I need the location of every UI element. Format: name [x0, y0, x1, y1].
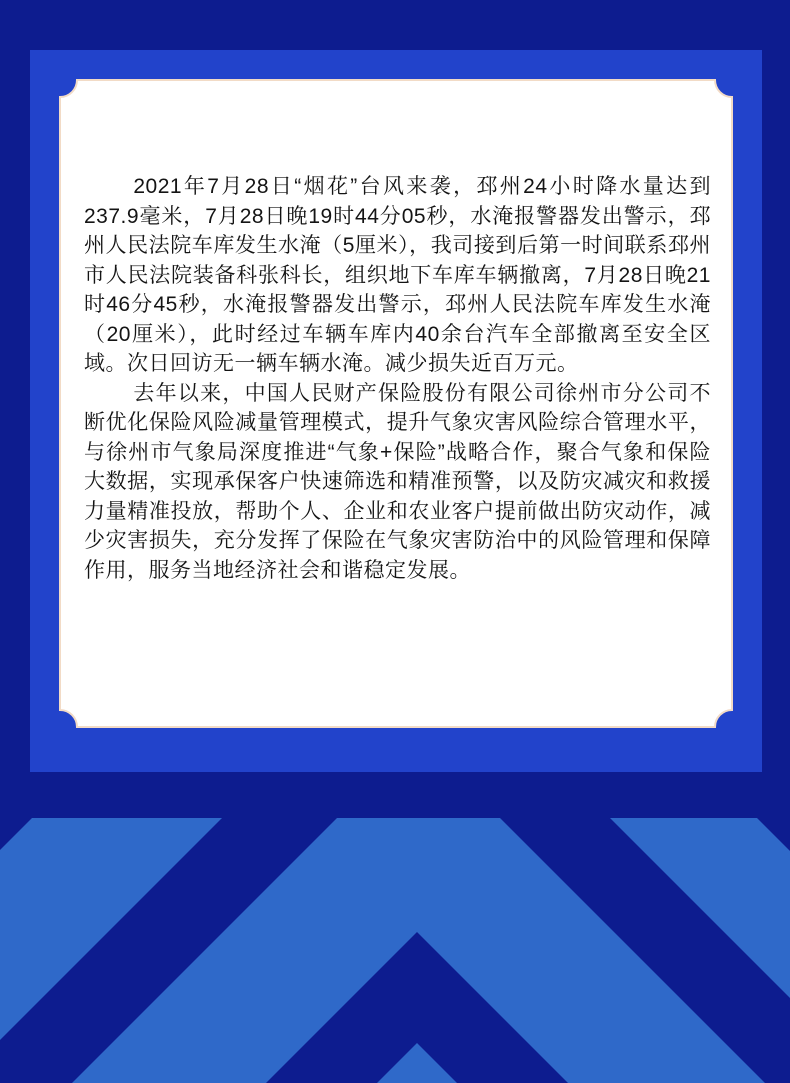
inner-small-triangle: [377, 1043, 457, 1083]
notice-card: [30, 50, 762, 772]
article-text: [84, 172, 711, 585]
paragraph-typhoon-event: 2021年7月28日“烟花”台风来袭，邳州24小时降水量达到237.9毫米，7月28日晚19时44分05秒，水淹报警器发出警示，邳州人民法院车库发生水淹（5厘米），我司接到后第一时间联系邳州市人民法院装备科张科长，组织地下车库车辆撤离，7月28日晚21时46分45秒，水淹报警器发出警示，邳州人民法院车库发生水淹（20厘米），此时经过车辆车库内40余台汽车全部撤离至安全区域。次日回访无一辆车辆水淹。减少损失近百万元。: [84, 175, 711, 375]
paragraph-company-summary: 去年以来，中国人民财产保险股份有限公司徐州市分公司不断优化保险风险减量管理模式，提升气象灾害风险综合管理水平，与徐州市气象局深度推进“气象+保险”战略合作，聚合气象和保险大数据，实现承保客户快速筛选和精准预警，以及防灾减灾和救援力量精准投放，帮助个人、企业和农业客户提前做出防灾动作，减少灾害损失，充分发挥了保险在气象灾害防治中的风险管理和保障作用，服务当地经济社会和谐稳定发展。: [84, 381, 711, 582]
chevron-pattern: [0, 790, 790, 1083]
